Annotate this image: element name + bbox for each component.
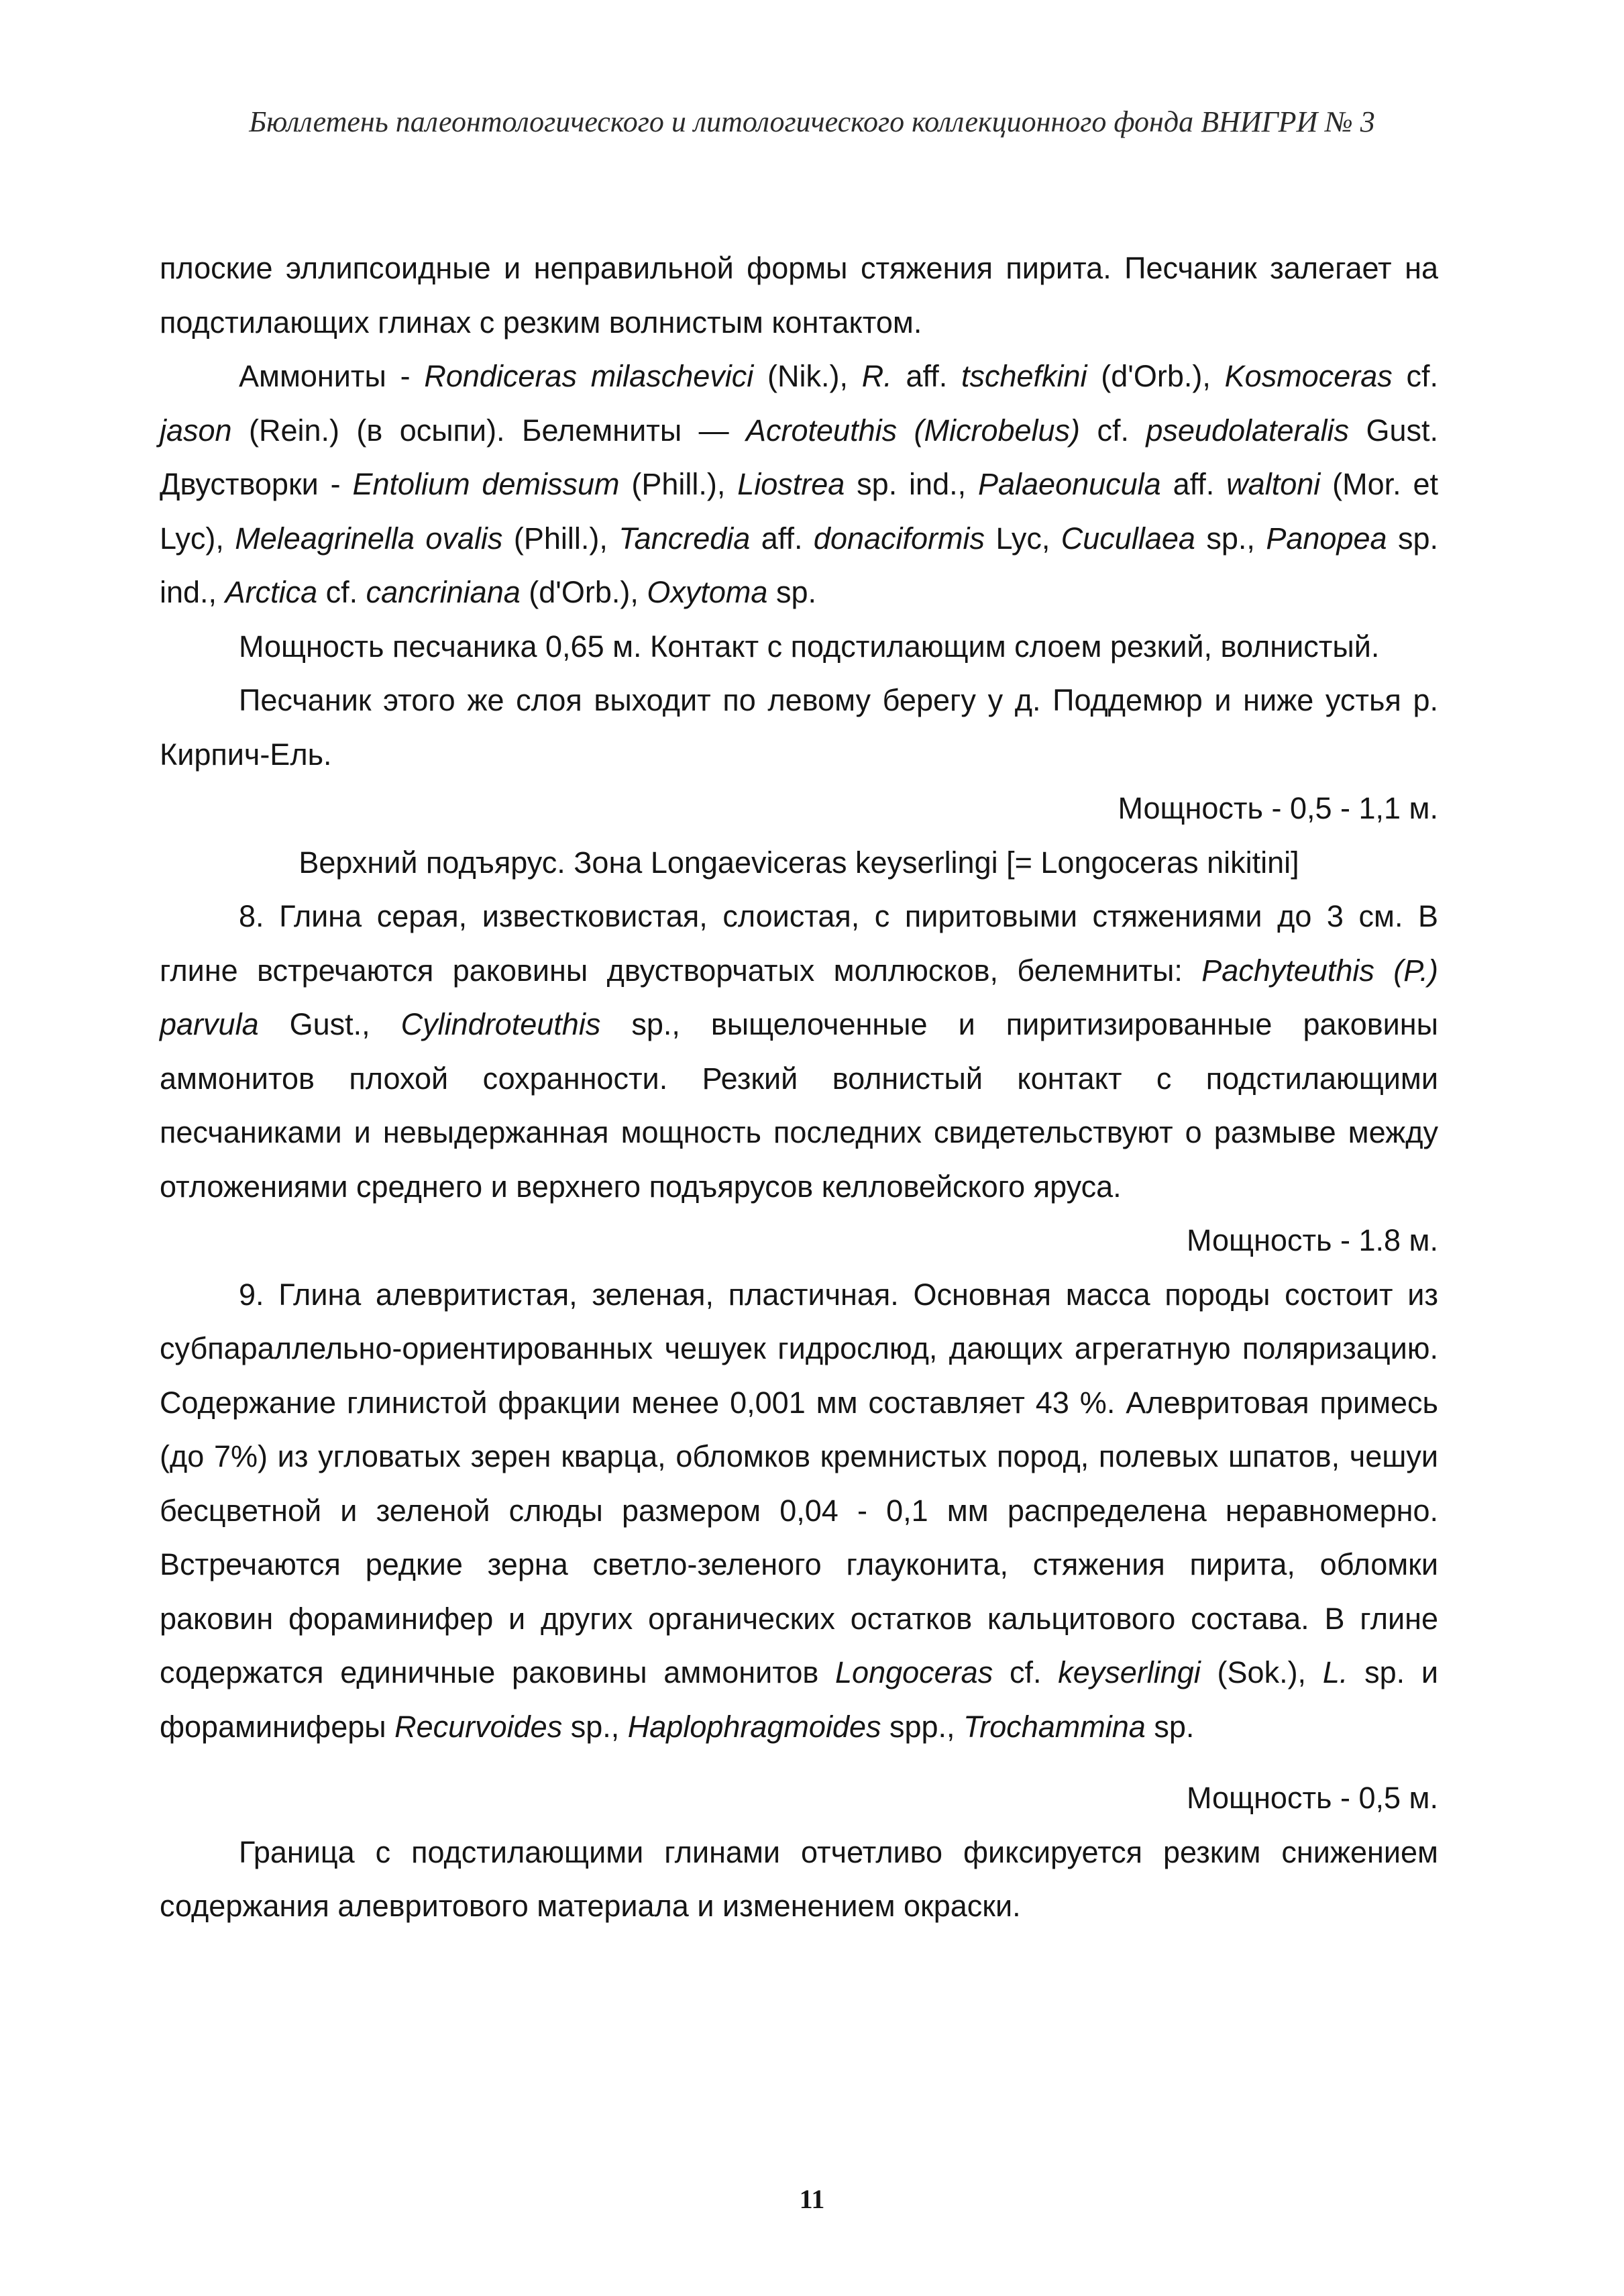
paragraph-layer-8 [160, 890, 1438, 1214]
taxon-name: Liostrea [737, 467, 845, 501]
text-run: Верхний подъярус. Зона Longaeviceras keyserlingi [= Longoceras nikitini] [299, 845, 1299, 880]
text-run: (d'Orb.), [1087, 359, 1225, 393]
text-run: Мощность - 0,5 м. [1187, 1781, 1438, 1815]
text-run: sp. [767, 575, 816, 609]
taxon-name: Acroteuthis (Microbelus) [745, 413, 1081, 448]
taxon-name: jason [160, 413, 232, 448]
taxon-name: Oxytoma [647, 575, 768, 609]
taxon-name: Arctica [225, 575, 318, 609]
text-run: плоские эллипсоидные и неправильной формы стяжения пирита. Песчаник залегает на подстилающих глинах с резким волнистым контактом. [160, 251, 1438, 340]
text-run: spp., [881, 1709, 964, 1744]
text-run: Gust. Двустворки - [160, 413, 1438, 501]
text-run: sp., выщелоченные и пиритизированные раковины аммонитов плохой сохранности. Резкий волнистый контакт с подстилающими песчаниками и невыдержанная мощность последних свидетельствуют о размыве между отложениями среднего и верхнего подъярусов келловейского яруса. [160, 1007, 1438, 1204]
paragraph-1 [160, 242, 1438, 350]
text-run: (Phill.), [619, 467, 738, 501]
text-run: 9. Глина алевритистая, зеленая, пластичная. Основная масса породы состоит из субпараллельно-ориентированных чешуек гидрослюд, дающих агрегатную поляризацию. Содержание глинистой фракции менее 0,001 мм составляет 43 %. Алевритовая примесь (до 7%) из угловатых зерен кварца, обломков кремнистых пород, полевых шпатов, чешуи бесцветной и зеленой слюды размером 0,04 - 0,1 мм распределена неравномерно. Встречаются редкие зерна светло-зеленого глауконита, стяжения пирита, обломки раковин фораминифер и других органических остатков кальцитового состава. В глине содержатся единичные раковины аммонитов [160, 1277, 1438, 1689]
page-number: 11 [799, 2184, 825, 2214]
paragraph-boundary [160, 1826, 1438, 1934]
text-run: sp. ind., [845, 467, 978, 501]
text-run: (Phill.), [502, 521, 619, 556]
paragraph-2 [160, 350, 1438, 620]
text-run: sp. [1145, 1709, 1195, 1744]
text-run: Мощность - 0,5 - 1,1 м. [1118, 791, 1438, 825]
taxon-name: cancriniana [366, 575, 521, 609]
taxon-name: R. [861, 359, 892, 393]
taxon-name: Cucullaea [1061, 521, 1195, 556]
taxon-name: donaciformis [813, 521, 985, 556]
text-run: (Mor. et Lyc), [160, 467, 1439, 556]
text-run: Мощность - 1.8 м. [1187, 1223, 1438, 1257]
taxon-name: L. [1322, 1655, 1348, 1689]
taxon-name: Palaeonucula [977, 467, 1161, 501]
text-run: cf. [317, 575, 366, 609]
taxon-name: pseudolateralis [1146, 413, 1350, 448]
paragraph-4 [160, 674, 1438, 782]
text-run: Мощность песчаника 0,65 м. Контакт с подстилающим слоем резкий, волнистый. [239, 629, 1380, 664]
text-run: (Sok.), [1200, 1655, 1323, 1689]
text-run: 8. Глина серая, известковистая, слоистая, с пиритовыми стяжениями до 3 см. В глине встречаются раковины двустворчатых моллюсков, белемниты: [160, 899, 1438, 988]
thickness-line-2 [160, 1214, 1438, 1268]
zone-heading [160, 836, 1438, 890]
text-run: Песчаник этого же слоя выходит по левому берегу у д. Поддемюр и ниже устья р. Кирпич-Ель. [160, 683, 1438, 772]
text-run: (d'Orb.), [520, 575, 647, 609]
text-run: Граница с подстилающими глинами отчетливо фиксируется резким снижением содержания алевритового материала и изменением окраски. [160, 1834, 1438, 1923]
text-run: Lyc, [985, 521, 1061, 556]
running-header: Бюллетень палеонтологического и литологического коллекционного фонда ВНИГРИ № 3 [249, 105, 1375, 138]
text-run: aff. [1160, 467, 1227, 501]
taxon-name: Recurvoides [394, 1709, 563, 1744]
text-run: (Rein.) (в осыпи). Белемниты — [231, 413, 746, 448]
text-run: (Nik.), [753, 359, 862, 393]
taxon-name: Trochammina [963, 1709, 1146, 1744]
taxon-name: Longoceras [835, 1655, 993, 1689]
taxon-name: Panopea [1266, 521, 1387, 556]
taxon-name: Rondiceras milaschevici [424, 359, 754, 393]
text-run: aff. [891, 359, 961, 393]
taxon-name: tschefkini [961, 359, 1087, 393]
text-run: sp. ind., [160, 521, 1438, 609]
taxon-name: Kosmoceras [1224, 359, 1393, 393]
taxon-name: Tancredia [618, 521, 751, 556]
taxon-name: Pachyteuthis (P.) parvula [160, 953, 1438, 1041]
text-run: sp., [1195, 521, 1266, 556]
text-run: cf. [1080, 413, 1146, 448]
taxon-name: Haplophragmoides [627, 1709, 881, 1744]
text-run: sp., [562, 1709, 628, 1744]
taxon-name: Meleagrinella ovalis [235, 521, 503, 556]
text-run: aff. [750, 521, 814, 556]
taxon-name: Cylindroteuthis [400, 1007, 601, 1041]
text-run: Gust., [258, 1007, 401, 1041]
thickness-line-1 [160, 782, 1438, 836]
taxon-name: Entolium demissum [352, 467, 620, 501]
text-run: cf. [1392, 359, 1438, 393]
taxon-name: waltoni [1226, 467, 1321, 501]
paragraph-3 [160, 620, 1438, 674]
thickness-line-3 [160, 1771, 1438, 1826]
text-run: cf. [993, 1655, 1059, 1689]
taxon-name: keyserlingi [1058, 1655, 1201, 1689]
text-run: sp. и фораминиферы [160, 1655, 1439, 1744]
paragraph-layer-9 [160, 1268, 1438, 1755]
body-text [160, 242, 1438, 1934]
text-run: Аммониты - [239, 359, 425, 393]
